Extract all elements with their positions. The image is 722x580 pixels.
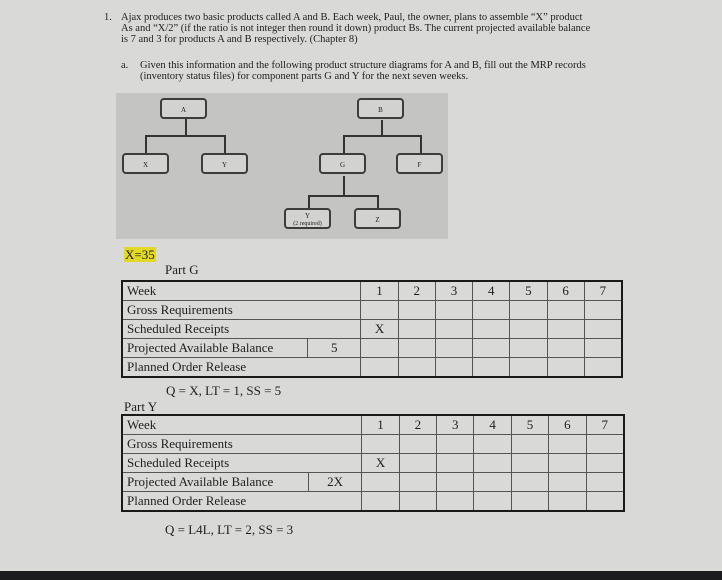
part-y-title: Part Y (124, 399, 158, 414)
table-row (122, 339, 622, 358)
cell[interactable] (399, 454, 436, 473)
table-row (122, 415, 624, 435)
row-label: Scheduled Receipts (122, 454, 362, 473)
cell[interactable] (435, 358, 472, 378)
cell[interactable] (584, 358, 622, 378)
cell[interactable] (361, 358, 398, 378)
week-header: 1 (361, 281, 398, 301)
cell[interactable] (398, 320, 435, 339)
cell[interactable] (549, 492, 586, 512)
cell[interactable] (510, 339, 547, 358)
node-y: Y (201, 153, 248, 174)
cell[interactable] (510, 320, 547, 339)
cell[interactable] (549, 454, 586, 473)
node-a: A (160, 98, 207, 119)
cell[interactable] (586, 473, 624, 492)
node-z: Z (354, 208, 401, 229)
cell[interactable] (547, 320, 584, 339)
cell[interactable] (584, 320, 622, 339)
cell[interactable] (474, 492, 511, 512)
cell[interactable] (586, 454, 624, 473)
cell[interactable] (398, 339, 435, 358)
node-x: X (122, 153, 169, 174)
cell[interactable] (437, 435, 474, 454)
cell[interactable] (437, 492, 474, 512)
week-header: 7 (586, 415, 624, 435)
week-header: 6 (549, 415, 586, 435)
cell[interactable] (399, 492, 436, 512)
cell[interactable] (511, 454, 548, 473)
table-row (122, 473, 624, 492)
cell[interactable] (398, 301, 435, 320)
node-y2-note: (2 required) (293, 221, 322, 227)
row-label: Planned Order Release (122, 492, 362, 512)
given-value-highlight: X=35 (125, 247, 155, 262)
part-y-mrp-table (121, 414, 625, 512)
week-header: 7 (584, 281, 622, 301)
row-label: Week (122, 281, 361, 301)
week-header: 5 (510, 281, 547, 301)
table-row (122, 281, 622, 301)
week-header: 2 (398, 281, 435, 301)
week-header: 4 (474, 415, 511, 435)
cell[interactable] (511, 435, 548, 454)
row-label: Projected Available Balance (122, 473, 308, 492)
cell[interactable] (473, 301, 510, 320)
cell[interactable] (362, 435, 399, 454)
week-header: 6 (547, 281, 584, 301)
cell[interactable] (362, 473, 399, 492)
cell[interactable] (511, 473, 548, 492)
cell[interactable] (547, 358, 584, 378)
table-row (122, 358, 622, 378)
table-row (122, 492, 624, 512)
week-header: 4 (473, 281, 510, 301)
question-line-1: Ajax produces two basic products called A and B. Each week, Paul, the owner, plans to assemble “X” product (121, 12, 583, 23)
cell[interactable] (399, 435, 436, 454)
node-y2-label: Y (304, 212, 311, 220)
table-row (122, 454, 624, 473)
cell[interactable] (549, 473, 586, 492)
cell[interactable] (361, 301, 398, 320)
row-label: Scheduled Receipts (122, 320, 361, 339)
cell[interactable] (586, 435, 624, 454)
product-structure-diagram (116, 93, 448, 239)
cell[interactable] (361, 339, 398, 358)
part-g-mrp-table (121, 280, 623, 378)
week-header: 1 (362, 415, 399, 435)
row-label: Gross Requirements (122, 301, 361, 320)
row-label: Planned Order Release (122, 358, 361, 378)
question-line-3: is 7 and 3 for products A and B respectively. (Chapter 8) (121, 34, 358, 45)
cell[interactable] (473, 358, 510, 378)
cell[interactable] (473, 320, 510, 339)
node-f: F (396, 153, 443, 174)
week-header: 2 (399, 415, 436, 435)
initial-balance: 2X (308, 473, 362, 492)
cell[interactable] (362, 492, 399, 512)
part-g-params: Q = X, LT = 1, SS = 5 (166, 383, 282, 398)
row-label: Projected Available Balance (122, 339, 308, 358)
screen-bottom-bar (0, 571, 722, 580)
row-label: Week (122, 415, 362, 435)
sub-line-2: (inventory status files) for component parts G and Y for the next seven weeks. (140, 71, 469, 82)
question-line-2: As and “X/2” (if the ratio is not integer then round it down) product Bs. The current projected available balance (121, 23, 591, 34)
table-row (122, 301, 622, 320)
cell[interactable] (474, 473, 511, 492)
cell[interactable] (547, 301, 584, 320)
initial-balance: 5 (308, 339, 361, 358)
cell[interactable] (510, 358, 547, 378)
cell[interactable] (586, 492, 624, 512)
cell[interactable] (398, 358, 435, 378)
node-b: B (357, 98, 404, 119)
sub-label: a. (121, 60, 129, 71)
cell[interactable] (437, 454, 474, 473)
cell[interactable] (584, 301, 622, 320)
cell[interactable] (435, 320, 472, 339)
cell[interactable] (474, 435, 511, 454)
cell[interactable] (549, 435, 586, 454)
part-g-title: Part G (165, 262, 199, 277)
question-number: 1. (104, 12, 112, 23)
node-y-2-required (284, 208, 331, 229)
row-label: Gross Requirements (122, 435, 362, 454)
cell[interactable] (435, 301, 472, 320)
cell[interactable] (511, 492, 548, 512)
sub-line-1: Given this information and the following product structure diagrams for A and B, fill out the MRP records (140, 60, 586, 71)
cell[interactable] (437, 473, 474, 492)
cell[interactable] (474, 454, 511, 473)
node-g: G (319, 153, 366, 174)
cell[interactable] (547, 339, 584, 358)
week-header: 3 (435, 281, 472, 301)
table-row (122, 435, 624, 454)
week-header: 3 (437, 415, 474, 435)
cell[interactable]: X (361, 320, 398, 339)
part-y-params: Q = L4L, LT = 2, SS = 3 (165, 522, 294, 537)
cell[interactable] (435, 339, 472, 358)
cell[interactable] (399, 473, 436, 492)
table-row (122, 320, 622, 339)
cell[interactable] (510, 301, 547, 320)
cell[interactable]: X (362, 454, 399, 473)
cell[interactable] (473, 339, 510, 358)
week-header: 5 (511, 415, 548, 435)
cell[interactable] (584, 339, 622, 358)
